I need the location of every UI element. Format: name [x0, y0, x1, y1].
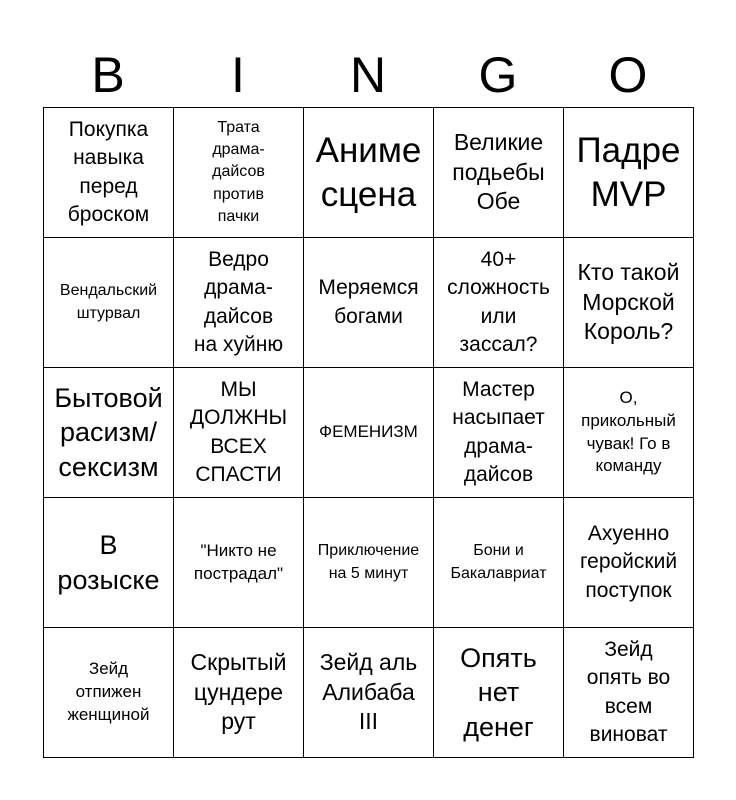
cell-text: ФЕМЕНИЗМ	[319, 422, 418, 442]
cell-text: Скрытый цундере рут	[190, 649, 287, 735]
cell-text: Падре MVP	[576, 130, 681, 214]
bingo-cell[interactable]	[174, 368, 304, 498]
bingo-cell[interactable]	[44, 108, 174, 238]
header-letter-o: O	[608, 47, 648, 103]
cell-text: Бытовой расизм/ сексизм	[54, 382, 163, 482]
bingo-row	[44, 628, 694, 758]
bingo-row	[44, 498, 694, 628]
bingo-cell[interactable]	[434, 108, 564, 238]
cell-text: Меряемся богами	[318, 276, 419, 328]
cell-text: Трата драма- дайсов против пачки	[212, 118, 265, 226]
bingo-cell[interactable]	[434, 498, 564, 628]
cell-text: "Никто не пострадал"	[193, 540, 284, 583]
bingo-cell[interactable]	[44, 628, 174, 758]
bingo-cell[interactable]	[304, 628, 434, 758]
header-letter-i: I	[231, 47, 245, 103]
bingo-cell[interactable]	[564, 628, 694, 758]
header-letter-n: N	[349, 47, 387, 103]
bingo-cell[interactable]	[304, 368, 434, 498]
bingo-cell[interactable]	[434, 368, 564, 498]
bingo-cell[interactable]	[174, 108, 304, 238]
cell-text: 40+ сложность или зассал?	[447, 247, 550, 356]
bingo-cell[interactable]	[434, 628, 564, 758]
cell-text: В розыске	[57, 529, 160, 595]
header-letter-g: G	[478, 47, 518, 103]
bingo-row	[44, 108, 694, 238]
bingo-cell[interactable]	[44, 498, 174, 628]
cell-text: Зейд аль Алибаба III	[319, 649, 418, 735]
cell-text: Вендальский штурвал	[59, 282, 158, 322]
bingo-cell[interactable]	[304, 498, 434, 628]
cell-text: Бони и Бакалавриат	[450, 542, 547, 582]
bingo-cell[interactable]	[174, 498, 304, 628]
bingo-cell[interactable]	[174, 628, 304, 758]
cell-text: МЫ ДОЛЖНЫ ВСЕХ СПАСТИ	[189, 377, 288, 486]
bingo-cell[interactable]	[434, 238, 564, 368]
bingo-cell[interactable]	[174, 238, 304, 368]
cell-text: Великие подьебы Обе	[452, 129, 545, 215]
cell-text: Приключение на 5 минут	[317, 542, 420, 582]
cell-text: Зейд опять во всем виноват	[586, 637, 671, 746]
cell-text: Опять нет денег	[460, 642, 537, 742]
bingo-row	[44, 368, 694, 498]
cell-text: Аниме сцена	[315, 130, 422, 214]
bingo-header	[43, 42, 693, 108]
bingo-cell[interactable]	[304, 108, 434, 238]
bingo-grid	[43, 107, 694, 758]
bingo-cell[interactable]	[44, 368, 174, 498]
bingo-cell[interactable]	[304, 238, 434, 368]
bingo-cell[interactable]	[564, 108, 694, 238]
bingo-cell[interactable]	[44, 238, 174, 368]
cell-text: Кто такой Морской Король?	[577, 259, 680, 345]
cell-text: Зейд отпижен женщиной	[67, 659, 150, 724]
bingo-cell[interactable]	[564, 368, 694, 498]
bingo-cell[interactable]	[564, 498, 694, 628]
cell-text: Мастер насыпает драма- дайсов	[452, 377, 545, 486]
cell-text: О, прикольный чувак! Го в команду	[581, 387, 676, 476]
cell-text: Ведро драма- дайсов на хуйню	[193, 247, 284, 356]
header-letter-b: B	[91, 47, 125, 103]
cell-text: Ахуенно геройский поступок	[579, 521, 678, 602]
bingo-row	[44, 238, 694, 368]
cell-text: Покупка навыка перед броском	[67, 117, 150, 226]
bingo-cell[interactable]	[564, 238, 694, 368]
